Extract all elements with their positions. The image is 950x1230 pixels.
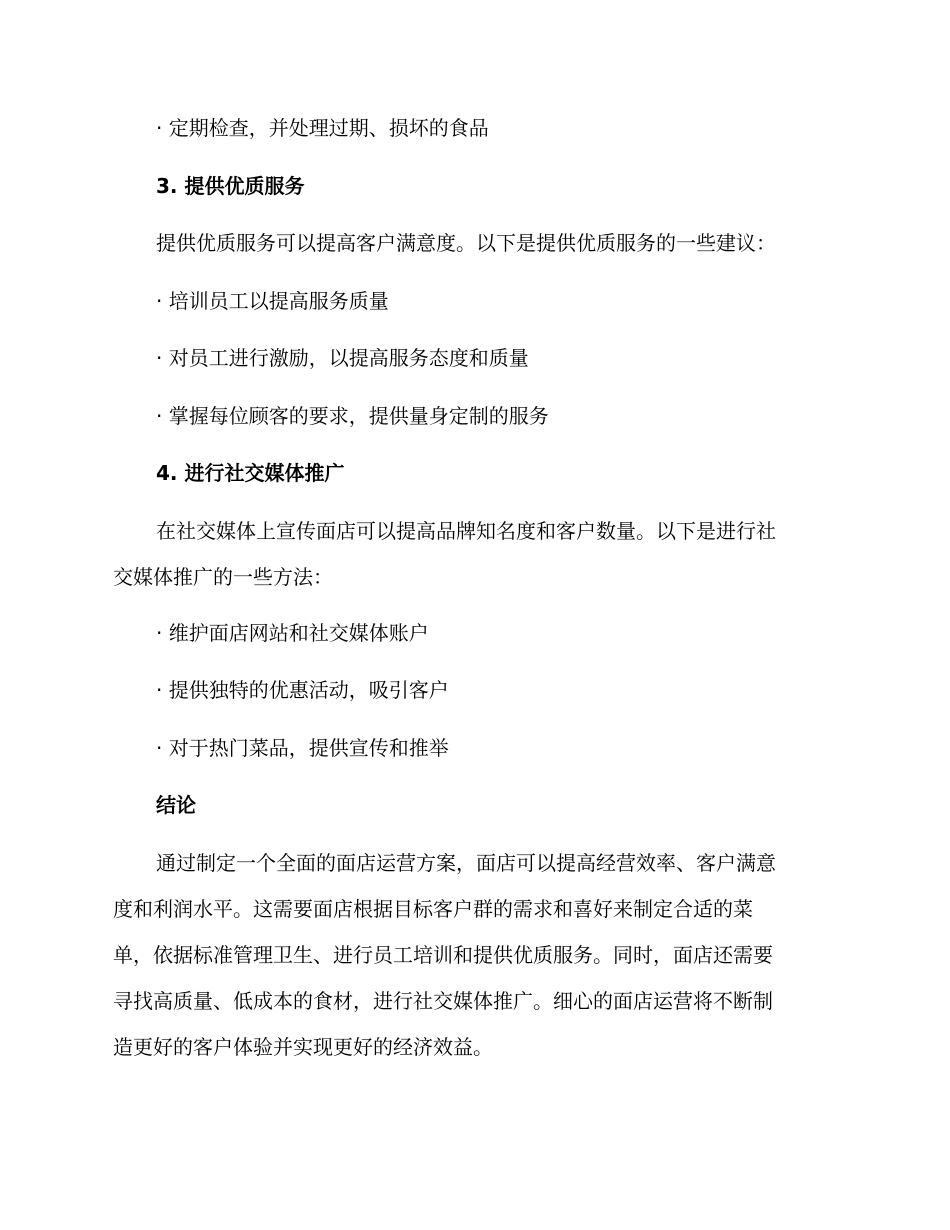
paragraph-line: 交媒体推广的一些方法： [113,565,333,589]
paragraph-line: 通过制定一个全面的面店运营方案，面店可以提高经营效率、客户满意 [156,851,776,875]
section-heading: 4. 进行社交媒体推广 [156,461,345,485]
paragraph-line: 在社交媒体上宣传面店可以提高品牌知名度和客户数量。以下是进行社 [156,519,776,543]
list-item: · 对于热门菜品，提供宣传和推举 [156,736,449,760]
paragraph: 提供优质服务可以提高客户满意度。以下是提供优质服务的一些建议： [156,231,776,255]
list-item: · 掌握每位顾客的要求，提供量身定制的服务 [156,404,549,428]
paragraph-line: 造更好的客户体验并实现更好的经济效益。 [113,1035,493,1059]
list-item: · 定期检查，并处理过期、损坏的食品 [156,116,489,140]
section-heading: 结论 [156,793,196,817]
paragraph-line: 寻找高质量、低成本的食材，进行社交媒体推广。细心的面店运营将不断制 [113,989,773,1013]
list-item: · 对员工进行激励，以提高服务态度和质量 [156,346,529,370]
list-item: · 培训员工以提高服务质量 [156,289,389,313]
section-heading: 3. 提供优质服务 [156,174,305,198]
list-item: · 维护面店网站和社交媒体账户 [156,621,429,645]
paragraph-line: 单，依据标准管理卫生、进行员工培训和提供优质服务。同时，面店还需要 [113,943,773,967]
paragraph-line: 度和利润水平。这需要面店根据目标客户群的需求和喜好来制定合适的菜 [113,897,753,921]
list-item: · 提供独特的优惠活动，吸引客户 [156,678,449,702]
